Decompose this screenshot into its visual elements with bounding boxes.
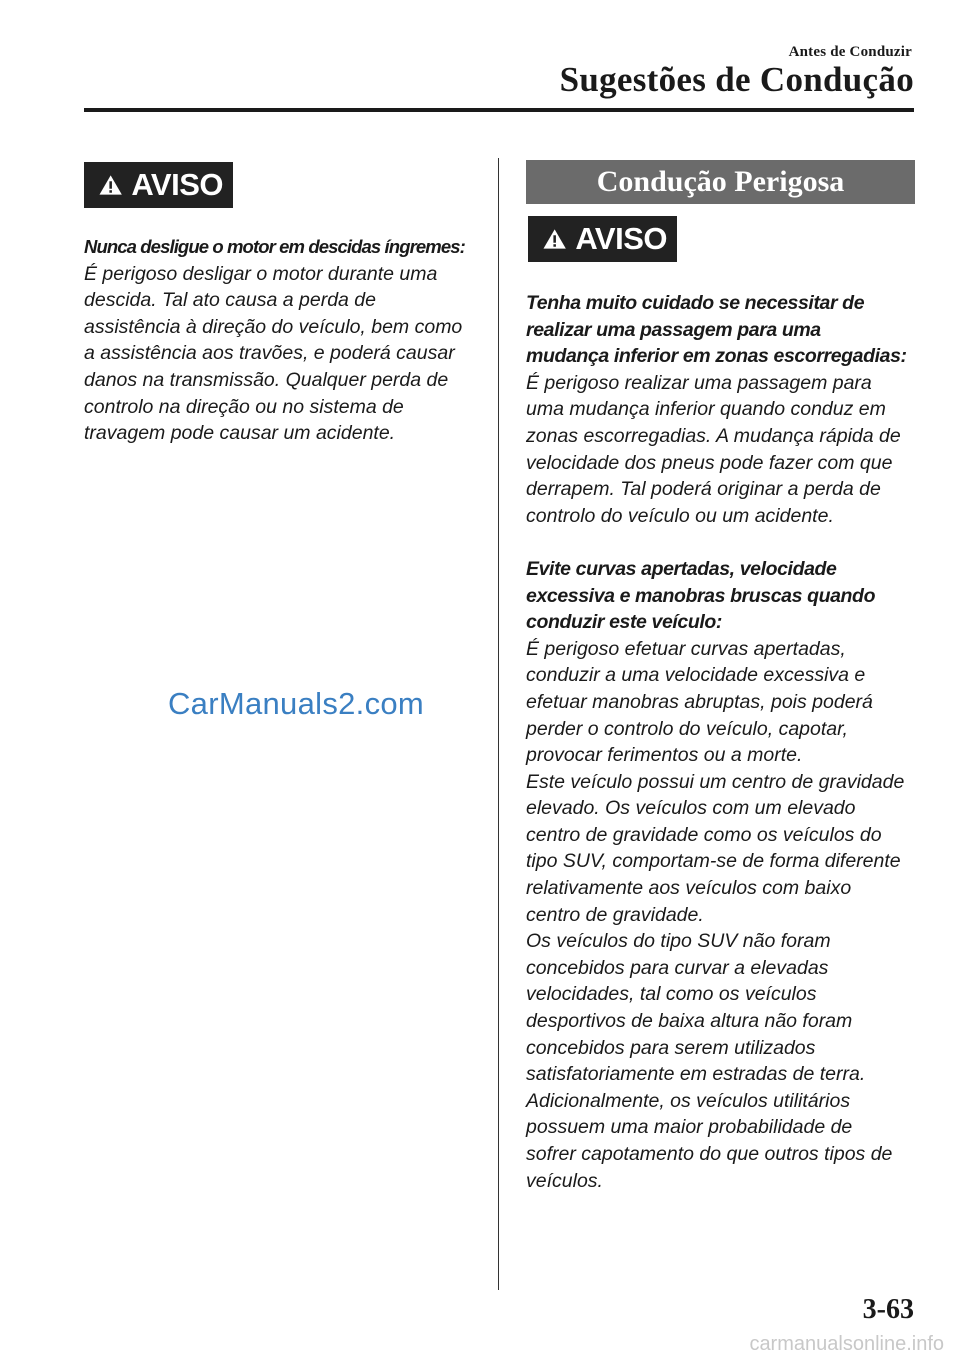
block2-body-line: elevado. Os veículos com um elevado [526,797,856,820]
left-body-line: descida. Tal ato causa a perda de [84,289,376,312]
block2-body-line: velocidades, tal como os veículos [526,983,817,1006]
block2-body-line: conduzir a uma velocidade excessiva e [526,664,866,687]
block2-heading-line: excessiva e manobras bruscas quando [526,584,876,607]
block2-body-line: É perigoso efetuar curvas apertadas, [526,637,846,660]
block2-body-line: centro de gravidade como os veículos do [526,823,882,846]
section-heading: Condução Perigosa [596,165,845,198]
block2-body-line: provocar ferimentos ou a morte. [526,744,803,767]
block1-heading-line: Tenha muito cuidado se necessitar de [526,292,865,314]
block2-body-line: sofrer capotamento do que outros tipos de [526,1143,893,1165]
block2-body-line: Este veículo possui um centro de gravidade [526,770,905,793]
block2-body-line: tipo SUV, comportam-se de forma diferente [526,850,901,873]
warning-label: AVISO [131,167,223,202]
block1-body-line: controlo do veículo ou um acidente. [526,504,834,527]
left-body-line: a assistência aos travões, e poderá causar [84,342,455,365]
block2-heading-line: Evite curvas apertadas, velocidade [526,557,837,580]
left-heading: Nunca desligue o motor em descidas íngremes: [84,236,465,257]
left-warning-text [84,234,484,447]
left-body-line: É perigoso desligar o motor durante uma [84,262,438,285]
footer-watermark: carmanualsonline.info [749,1333,944,1355]
left-warning-badge [84,162,233,208]
block1-body-line: zonas escorregadias. A mudança rápida de [526,424,901,447]
block2-body-line: centro de gravidade. [526,903,704,926]
header-section-title: Sugestões de Condução [559,60,914,99]
block2-body-line: efetuar manobras abruptas, pois poderá [526,690,873,713]
block1-body-line: derrapem. Tal poderá originar a perda de [526,478,881,501]
block2-body-line: Adicionalmente, os veículos utilitários [526,1089,851,1112]
page-number: 3-63 [862,1294,914,1325]
header-chapter: Antes de Conduzir [788,44,912,60]
block1-body-line: É perigoso realizar uma passagem para [526,371,872,394]
block2-body-line: possuem uma maior probabilidade de [526,1116,853,1139]
block1-heading-line: mudança inferior em zonas escorregadias: [526,345,907,368]
block2-body-line: relativamente aos veículos com baixo [526,877,852,900]
block2-body-line: satisfatoriamente em estradas de terra. [526,1063,866,1086]
section-heading-band [526,160,915,204]
watermark: CarManuals2.com [168,686,425,721]
block2-body-line: perder o controlo do veículo, capotar, [526,717,848,740]
block2-body-line: concebidos para serem utilizados [526,1036,816,1059]
block1-body-line: uma mudança inferior quando conduz em [526,398,886,421]
left-body-line: danos na transmissão. Qualquer perda de [84,368,449,391]
right-warning-badge [528,216,677,262]
block2-body-line: desportivos de baixa altura não foram [526,1010,853,1033]
warning-label: AVISO [575,221,667,256]
column-divider [498,158,499,1290]
block2-body-line: Os veículos do tipo SUV não foram [526,930,831,953]
warning-triangle-icon [98,170,123,200]
left-body-line: assistência à direção do veículo, bem como [84,315,463,338]
warning-triangle-icon [542,224,567,254]
left-body-line: controlo na direção ou no sistema de [84,395,404,418]
block2-body-line: veículos. [526,1169,603,1192]
block1-heading-line: realizar uma passagem para uma [526,318,821,341]
header-rule [84,108,914,112]
block1-body-line: velocidade dos pneus pode fazer com que [526,451,893,474]
left-body-line: travagem pode causar um acidente. [84,422,396,445]
block2-body-line: concebidos para curvar a elevadas [526,956,829,979]
block2-heading-line: conduzir este veículo: [526,611,722,634]
spacer [526,529,926,556]
right-warning-text [526,290,926,1194]
